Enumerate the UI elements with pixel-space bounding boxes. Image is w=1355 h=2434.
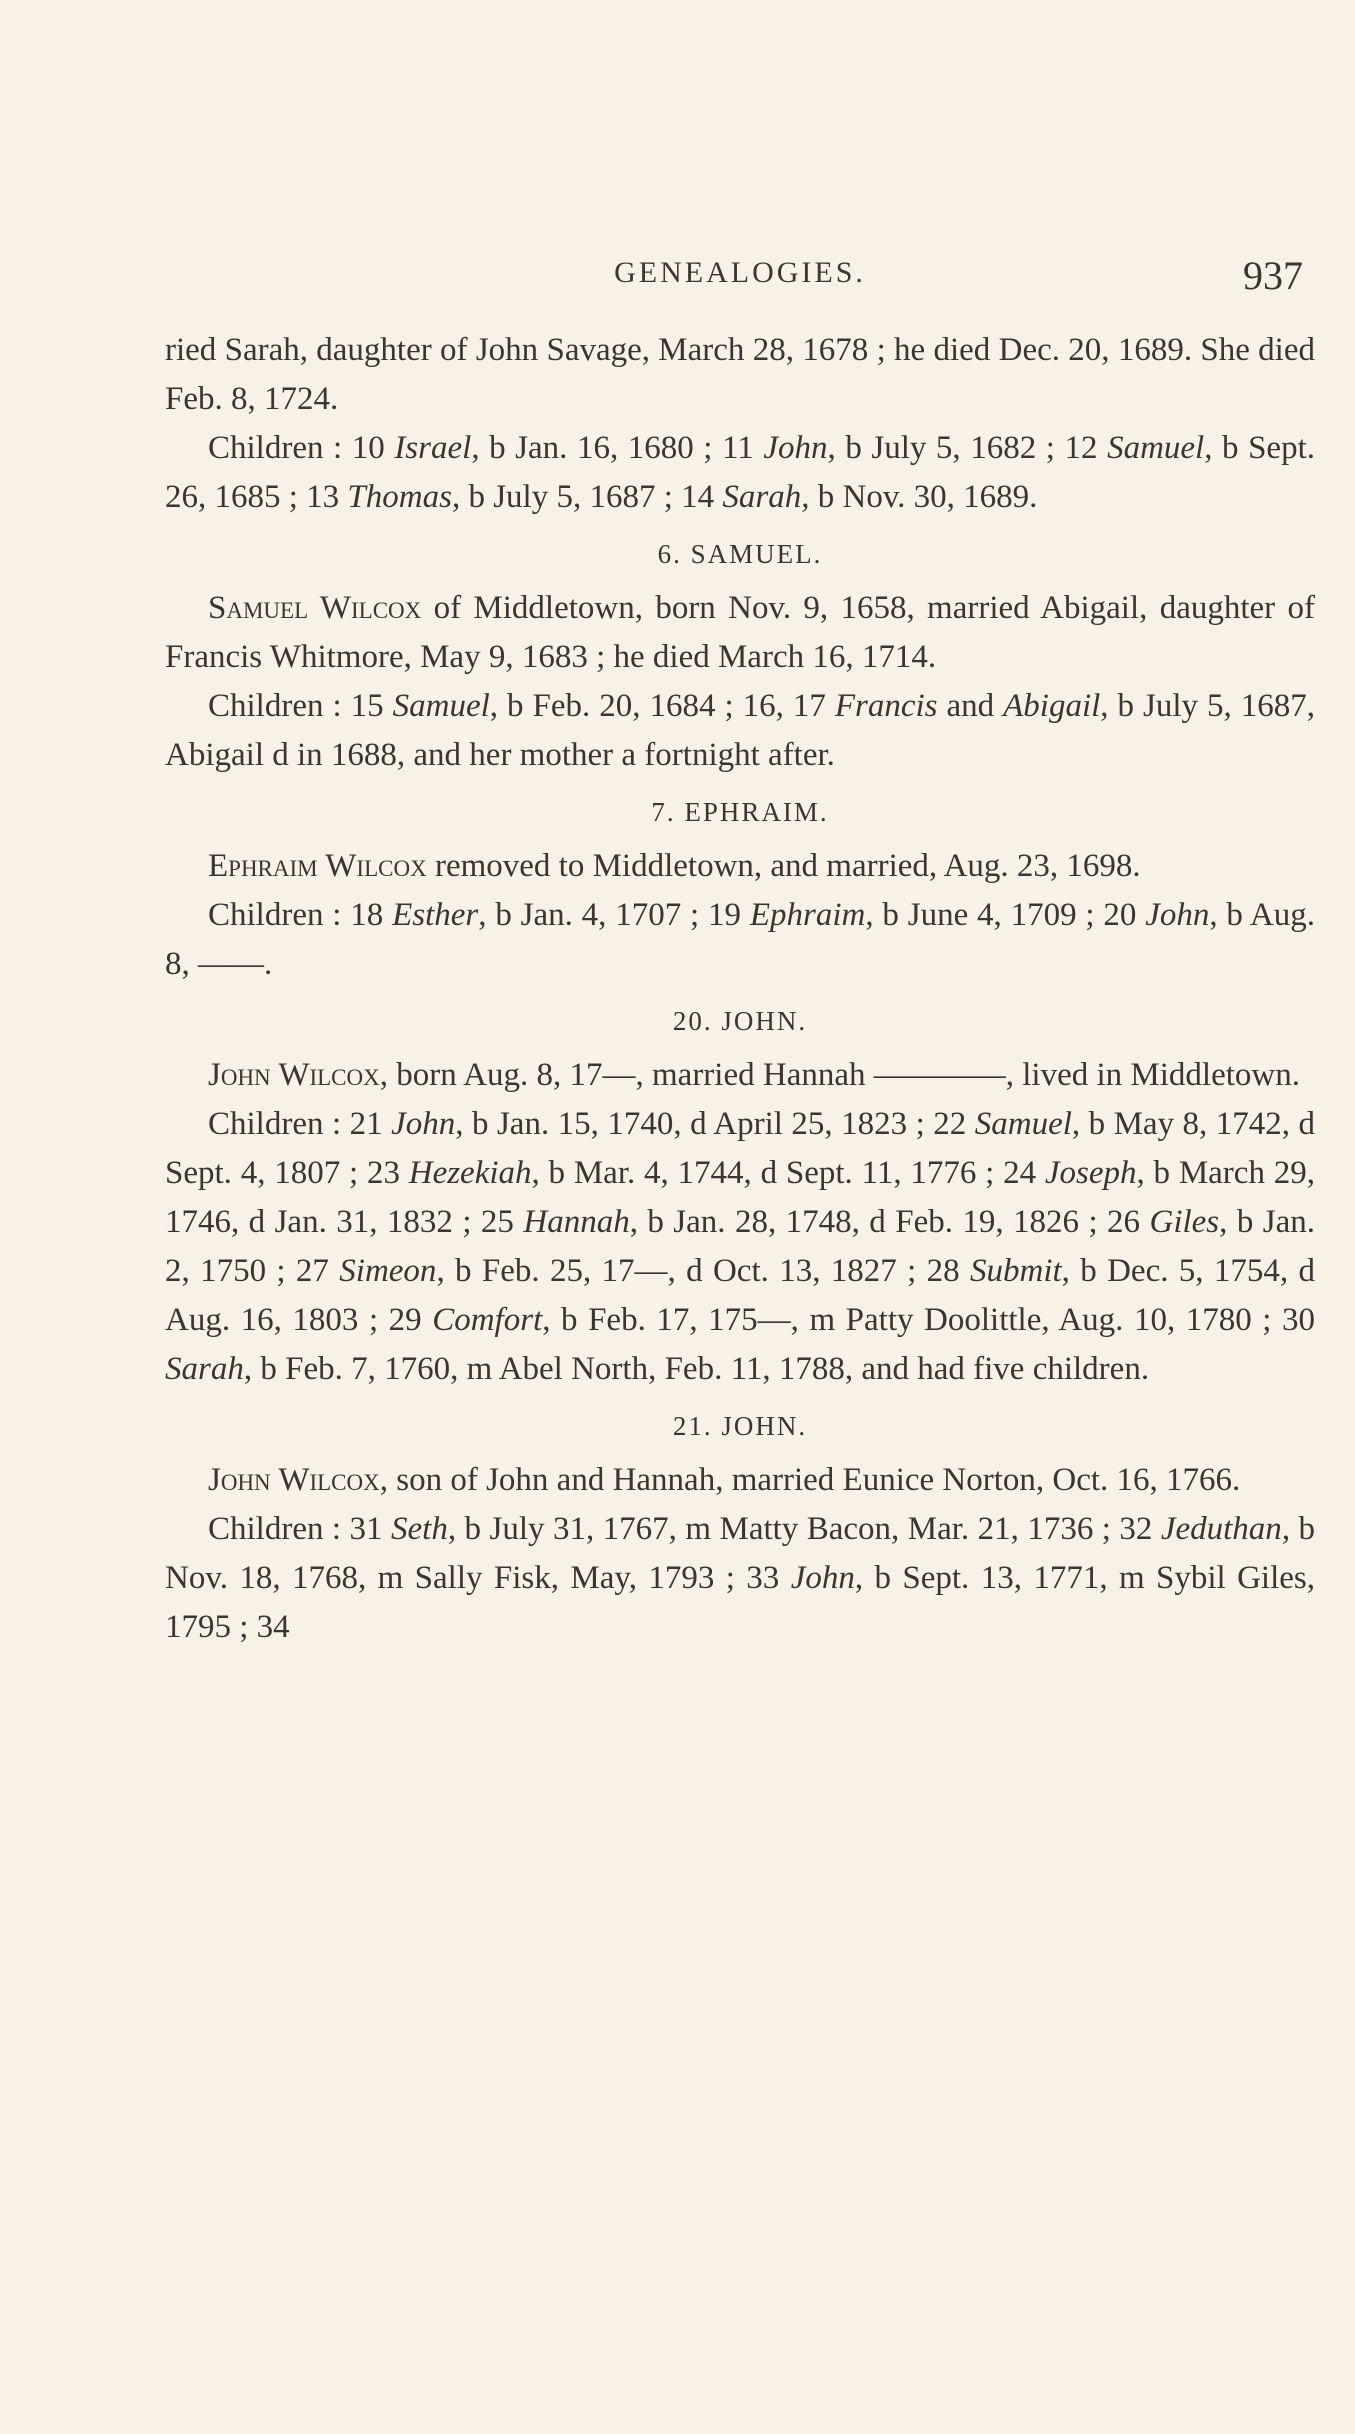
text-run: , b Mar. 4, 1744, d Sept. 11, 1776 ; 24 <box>531 1155 1045 1191</box>
text-run: , b Jan. 28, 1748, d Feb. 19, 1826 ; 26 <box>629 1204 1150 1240</box>
text-run: of Middletown, born Nov. 9, 1658, married Abigail, daughter of Francis Whitmore, May 9, 1683 ; he died March 16, 1714. <box>165 590 1315 675</box>
paragraph-10 <box>165 1505 1315 1652</box>
text-run: , b Sept. 26, 1685 ; 13 <box>165 430 1315 515</box>
child-name: Jeduthan <box>1160 1511 1282 1547</box>
text-run: , b July 5, 1687, Abigail d in 1688, and her mother a fortnight after. <box>165 688 1315 773</box>
paragraph-3 <box>165 584 1315 682</box>
child-name: Samuel <box>974 1106 1072 1142</box>
text-run: , b Nov. 30, 1689. <box>801 479 1038 515</box>
text-run: , b Feb. 7, 1760, m Abel North, Feb. 11, 1788, and had five children. <box>243 1351 1150 1387</box>
section-heading-john-20: 20. JOHN. <box>672 1006 808 1036</box>
text-run: , b May 8, 1742, d Sept. 4, 1807 ; 23 <box>165 1106 1316 1191</box>
paragraph-7 <box>165 1051 1315 1100</box>
running-title: GENEALOGIES. <box>614 256 866 289</box>
person-name-small-caps: Samuel Wilcox <box>208 590 422 626</box>
child-name: John <box>790 1560 855 1596</box>
text-run: , b Feb. 25, 17—, d Oct. 13, 1827 ; 28 <box>436 1253 970 1289</box>
child-name: Joseph <box>1044 1155 1137 1191</box>
section-heading-john-21: 21. JOHN. <box>672 1411 808 1441</box>
paragraph-5 <box>165 842 1315 891</box>
page-number: 937 <box>1243 253 1303 298</box>
child-name: Giles <box>1149 1204 1220 1240</box>
text-run: Children : 18 <box>208 897 393 933</box>
child-name: John <box>763 430 828 466</box>
person-name-small-caps: Ephraim Wilcox <box>208 848 427 884</box>
text-run: and <box>937 688 1004 724</box>
text-run: , b Jan. 4, 1707 ; 19 <box>478 897 750 933</box>
paragraph-2 <box>165 424 1315 522</box>
text-run: , b July 5, 1682 ; 12 <box>827 430 1108 466</box>
child-name: Samuel <box>392 688 490 724</box>
text-run: Children : 31 <box>208 1511 392 1547</box>
child-name: Sarah <box>722 479 802 515</box>
child-name: Esther <box>392 897 479 933</box>
text-run: , b Jan. 2, 1750 ; 27 <box>165 1204 1315 1289</box>
paragraph-1: ried Sarah, daughter of John Savage, March 28, 1678 ; he died Dec. 20, 1689. She died Feb. 8, 1724. <box>165 332 1315 417</box>
paragraph-4 <box>165 682 1315 780</box>
text-run: , b March 29, 1746, d Jan. 31, 1832 ; 25 <box>165 1155 1315 1240</box>
text-run: , b Jan. 16, 1680 ; 11 <box>471 430 764 466</box>
text-run: , b June 4, 1709 ; 20 <box>865 897 1146 933</box>
text-run: , b Nov. 18, 1768, m Sally Fisk, May, 1793 ; 33 <box>165 1511 1316 1596</box>
text-run: Children : 21 <box>208 1106 392 1142</box>
page-body <box>165 326 1315 1652</box>
text-run: , b Feb. 20, 1684 ; 16, 17 <box>489 688 835 724</box>
text-run: , b Feb. 17, 175—, m Patty Doolittle, Aug. 10, 1780 ; 30 <box>542 1302 1316 1338</box>
child-name: John <box>1145 897 1210 933</box>
text-run: , b Aug. 8, ——. <box>165 897 1315 982</box>
child-name: Seth <box>391 1511 448 1547</box>
child-name: Sarah <box>165 1351 244 1387</box>
person-name-small-caps: John Wilcox <box>208 1057 380 1093</box>
child-name: Thomas <box>347 479 452 515</box>
section-heading-ephraim: 7. EPHRAIM. <box>651 797 829 827</box>
child-name: Submit <box>969 1253 1062 1289</box>
text-run: Children : 10 <box>208 430 395 466</box>
child-name: Comfort <box>432 1302 543 1338</box>
text-run: removed to Middletown, and married, Aug. 23, 1698. <box>426 848 1141 884</box>
child-name: John <box>391 1106 456 1142</box>
text-run: Children : 15 <box>208 688 393 724</box>
text-run: , b July 31, 1767, m Matty Bacon, Mar. 21, 1736 ; 32 <box>447 1511 1161 1547</box>
person-name-small-caps: John Wilcox <box>208 1462 380 1498</box>
paragraph-8 <box>165 1100 1315 1394</box>
text-run: , born Aug. 8, 17—, married Hannah ————, lived in Middletown. <box>379 1057 1300 1093</box>
paragraph-9 <box>165 1456 1315 1505</box>
text-run: , b Jan. 15, 1740, d April 25, 1823 ; 22 <box>455 1106 975 1142</box>
text-run: , b July 5, 1687 ; 14 <box>451 479 723 515</box>
child-name: Hannah <box>523 1204 630 1240</box>
child-name: Simeon <box>339 1253 437 1289</box>
text-run: , b Sept. 13, 1771, m Sybil Giles, 1795 ; 34 <box>165 1560 1316 1645</box>
child-name: Francis <box>834 688 938 724</box>
child-name: Samuel <box>1107 430 1205 466</box>
paragraph-6 <box>165 891 1315 989</box>
text-run: , b Dec. 5, 1754, d Aug. 16, 1803 ; 29 <box>165 1253 1315 1338</box>
child-name: Ephraim <box>749 897 866 933</box>
text-run: , son of John and Hannah, married Eunice Norton, Oct. 16, 1766. <box>379 1462 1241 1498</box>
child-name: Israel <box>394 430 472 466</box>
section-heading-samuel: 6. SAMUEL. <box>657 539 823 569</box>
child-name: Hezekiah <box>408 1155 532 1191</box>
child-name: Abigail <box>1003 688 1101 724</box>
running-header <box>165 252 1315 312</box>
